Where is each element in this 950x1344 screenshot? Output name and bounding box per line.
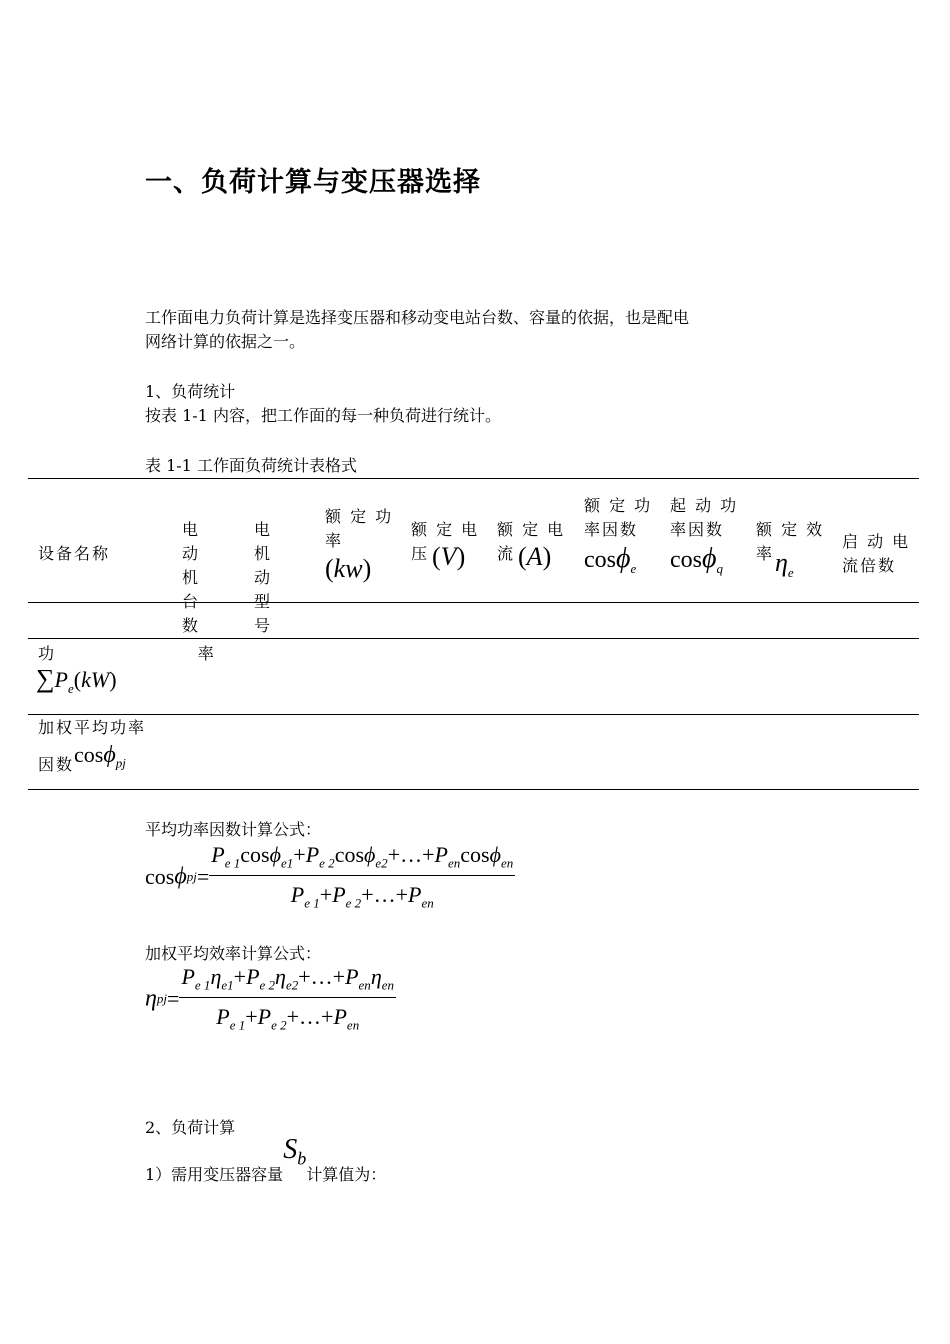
header-rated-voltage-unit-wrap: (V): [432, 542, 466, 571]
step-1-suffix: 计算值为：: [306, 1164, 387, 1184]
table-row-rule-1: [28, 638, 919, 639]
row-wavg-pf-symbol: cosϕ$_{pj}$: [74, 742, 126, 771]
section-1: [145, 380, 501, 428]
table-bottom-rule: [28, 789, 919, 790]
intro-line-2: 网络计算的依据之一。: [145, 332, 306, 351]
header-rated-power-label: 额 定 功 率: [325, 507, 394, 550]
intro-line-1: 工作面电力负荷计算是选择变压器和移动变电站台数、容量的依据，也是配电: [145, 308, 690, 327]
formula-1-label: 平均功率因数计算公式：: [145, 820, 322, 839]
intro-paragraph: [145, 306, 689, 354]
table-header-rule: [28, 602, 919, 603]
transformer-capacity-symbol: $S_b$: [283, 1134, 307, 1169]
header-start-pf-label: 起 动 功 率因数: [670, 496, 739, 539]
formula-wavg-eff: ηpj= $\frac{P_{e 1}\eta_{e1}+P_{e 2}\eta_{e2}+\dots+P_{en}\eta_{en}}{P_{e 1}+P_{e 2}+\dots+P_{en}}$: [145, 964, 395, 1033]
row-wavg-pf-label-2: 因数: [38, 755, 75, 774]
formula-2-label: 加权平均效率计算公式：: [145, 944, 322, 963]
header-rated-power-unit: kw: [333, 554, 363, 583]
header-rated-pf: [584, 494, 660, 586]
table-top-rule: [28, 478, 919, 479]
table-caption: 表 1-1 工作面负荷统计表格式: [145, 456, 357, 475]
header-rated-current-unit-wrap: (A): [518, 542, 552, 571]
header-start-pf: [670, 494, 746, 586]
step-1: [145, 1134, 387, 1187]
table-row-rule-2: [28, 714, 919, 715]
row-wavg-pf-line2: [38, 742, 126, 779]
header-rated-voltage-unit: V: [440, 542, 457, 571]
section-1-heading: 1、负荷统计: [145, 382, 236, 401]
page-title: 一、负荷计算与变压器选择: [145, 167, 481, 198]
header-motor-model: 电 机 动 型 号: [254, 520, 285, 635]
header-rated-power: 额 定 功 率 (kw): [325, 505, 397, 585]
rated-pf-symbol: cosϕ$_e$: [584, 543, 637, 576]
start-pf-symbol: cosϕ$_q$: [670, 543, 723, 576]
header-rated-current-unit: A: [526, 542, 543, 571]
header-rated-current-label: 额 定 电 流: [497, 520, 566, 563]
step-1-prefix: 1）需用变压器容量: [145, 1164, 284, 1184]
row-power-symbol: $\sum P_e(kW)$: [36, 664, 117, 697]
row-power-unit: kW: [81, 667, 110, 692]
formula-avg-pf: cosϕpj= $\frac{P_{e 1}\cos\phi_{e1}+P_{e 2}\cos\phi_{e2}+\dots+P_{en}\cos\phi_{en}}{P_{e 1}+P_{e 2}+\dots+P_{en}}$: [145, 842, 514, 911]
header-device-name: 设备名称: [38, 544, 111, 563]
rated-eff-symbol: $\eta_e$: [775, 548, 794, 581]
header-start-current-ratio: 启 动 电 流倍数: [842, 532, 911, 575]
row-power-label: 功 率: [38, 644, 216, 663]
header-rated-eff: 额 定 效 率: [756, 520, 825, 563]
header-rated-voltage-label: 额 定 电 压: [411, 520, 480, 563]
header-motor-count: 电 动 机 台 数: [182, 520, 213, 635]
row-wavg-pf-label: 加权平均功率: [38, 718, 147, 737]
section-2-heading: 2、负荷计算: [145, 1118, 236, 1137]
header-rated-pf-label: 额 定 功 率因数: [584, 496, 653, 539]
section-1-text: 按表 1-1 内容，把工作面的每一种负荷进行统计。: [145, 406, 501, 425]
